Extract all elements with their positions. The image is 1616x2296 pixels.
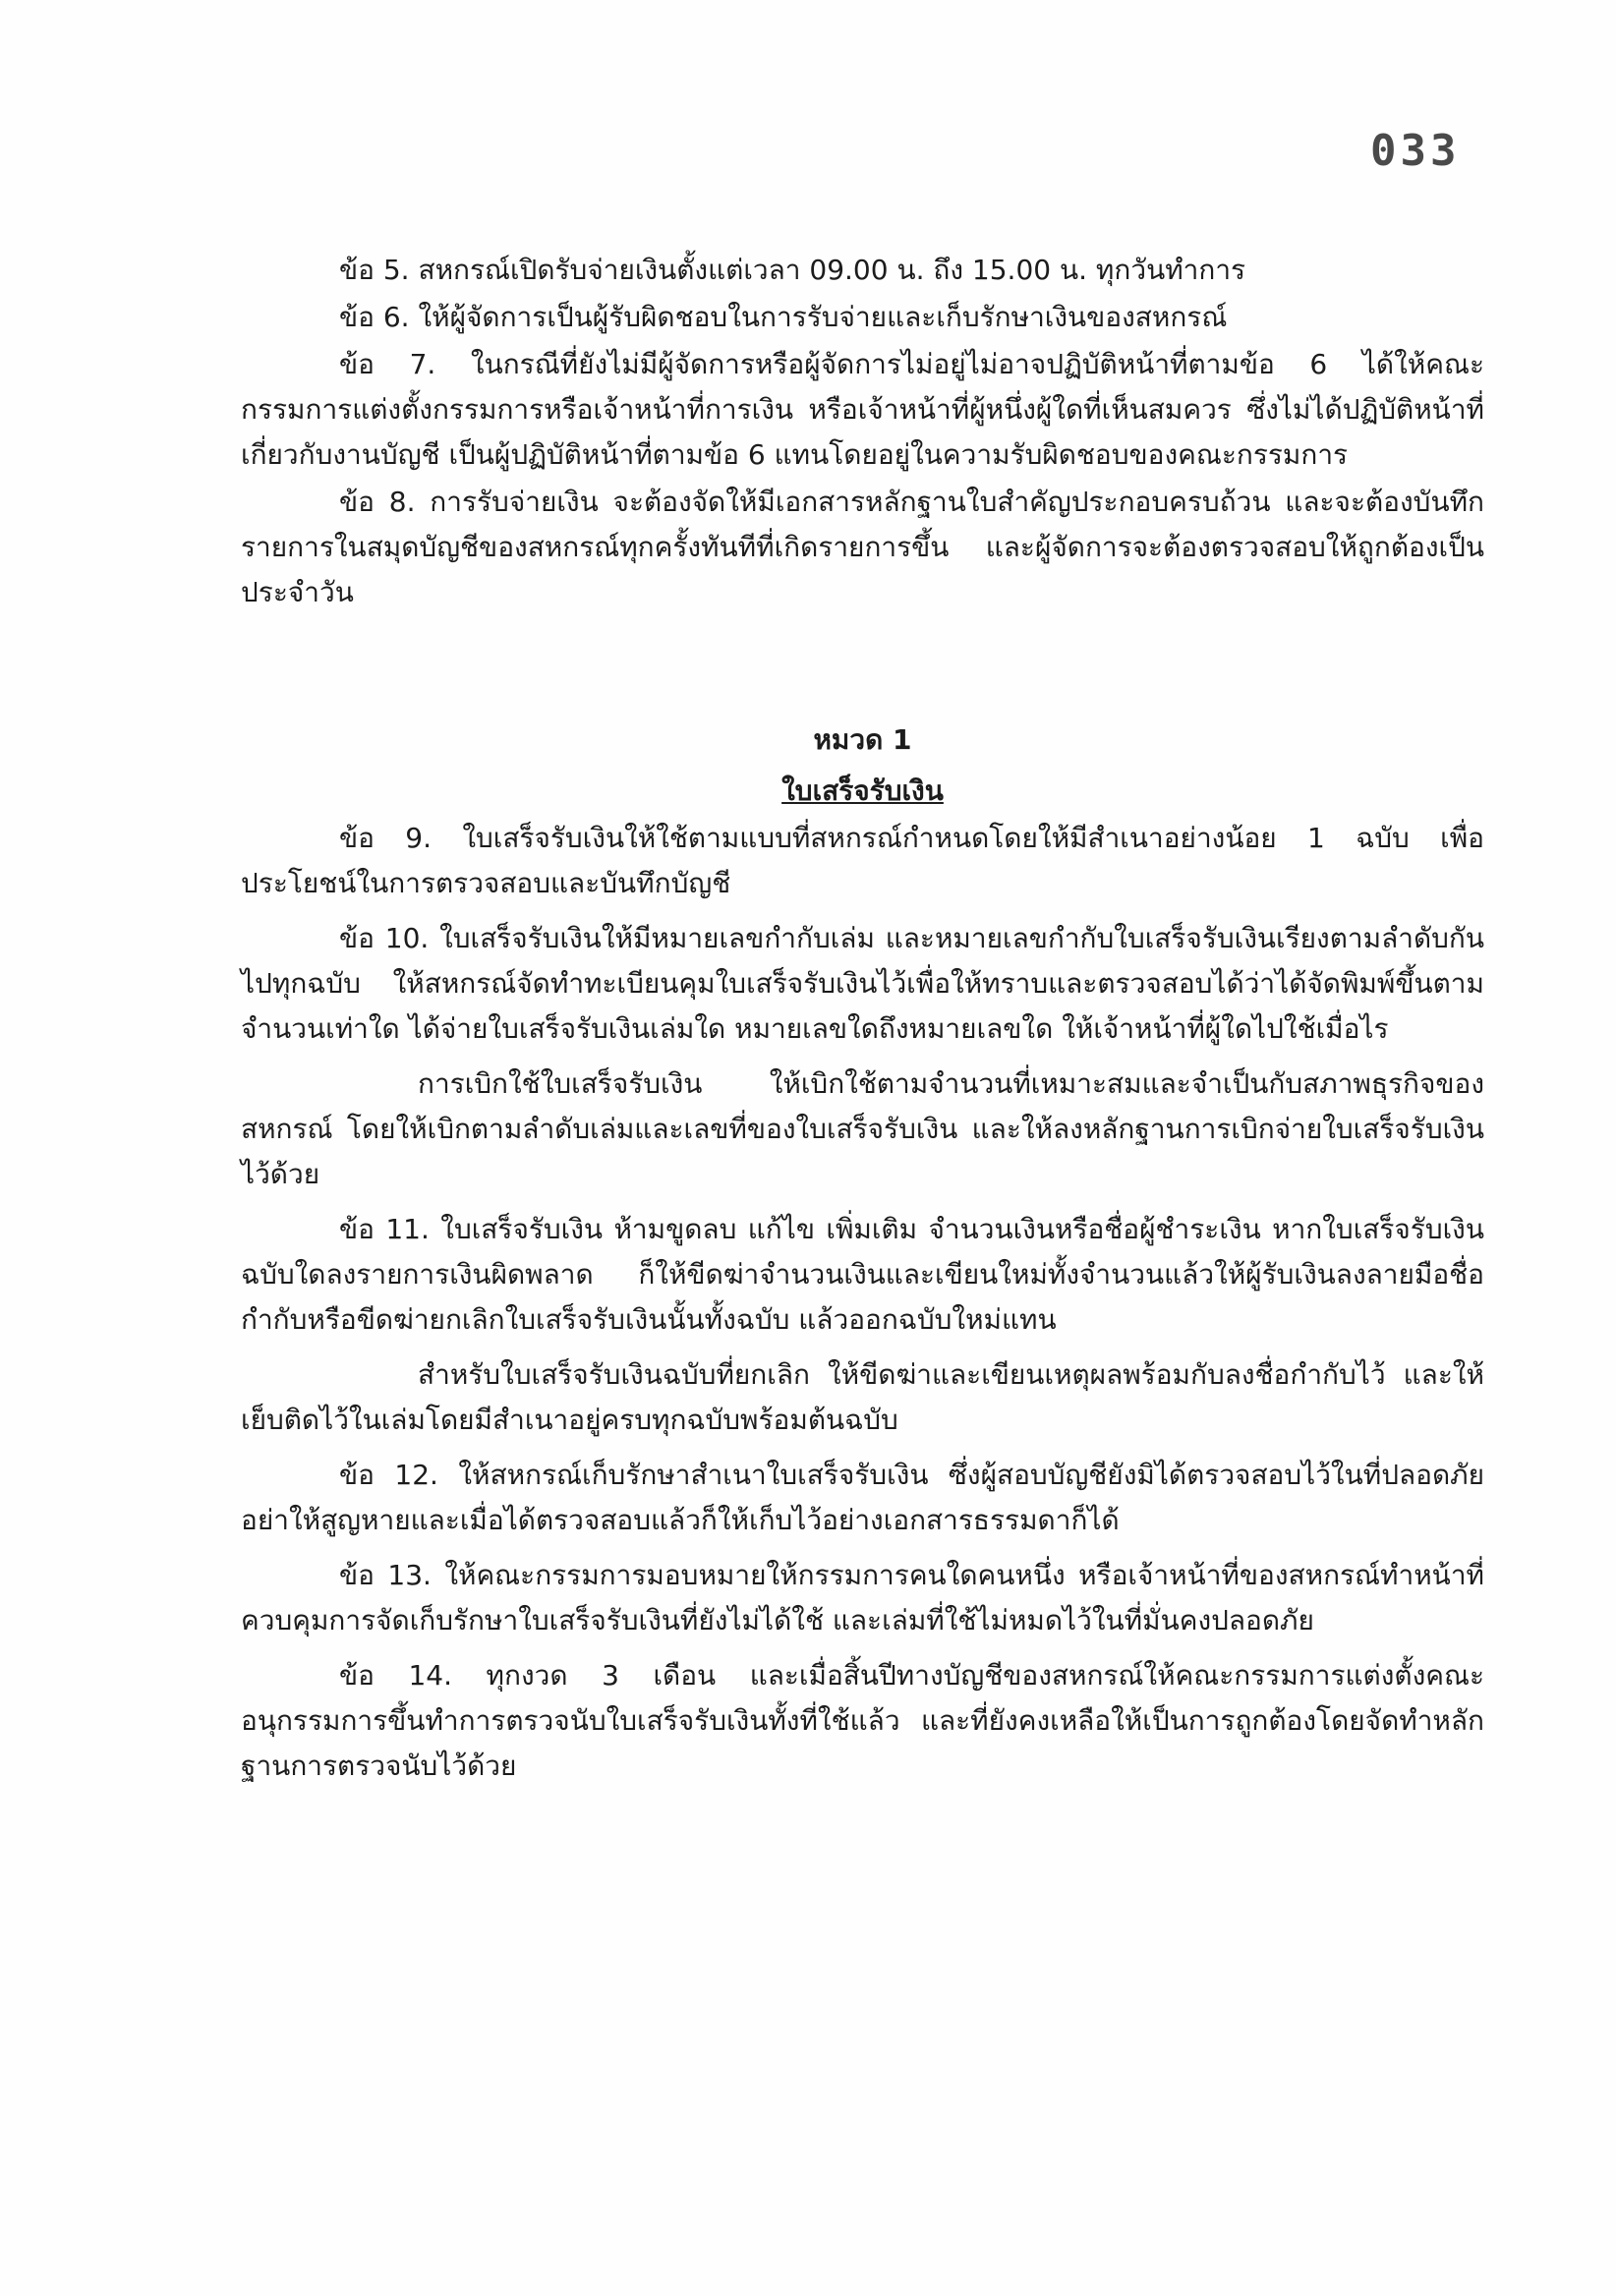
clause-11-subparagraph: สำหรับใบเสร็จรับเงินฉบับที่ยกเลิก ให้ขีดฆ่าและเขียนเหตุผลพร้อมกับลงชื่อกำกับไว้ และให้เย็บติดไว้ในเล่มโดยมีสำเนาอยู่ครบทุกฉบับพร้อมต้นฉบับ <box>241 1358 1484 1436</box>
section-title: ใบเสร็จรับเงิน <box>781 775 944 807</box>
clause-5: ข้อ 5. สหกรณ์เปิดรับจ่ายเงินตั้งแต่เวลา 09.00 น. ถึง 15.00 น. ทุกวันทำการ <box>339 254 1246 286</box>
clause-12: ข้อ 12. ให้สหกรณ์เก็บรักษาสำเนาใบเสร็จรับเงิน ซึ่งผู้สอบบัญชียังมิได้ตรวจสอบไว้ในที่ปลอดภัยอย่าให้สูญหายและเมื่อได้ตรวจสอบแล้วก็ให้เก็บไว้อย่างเอกสารธรรมดาก็ได้ <box>241 1459 1484 1536</box>
clause-9: ข้อ 9. ใบเสร็จรับเงินให้ใช้ตามแบบที่สหกรณ์กำหนดโดยให้มีสำเนาอย่างน้อย 1 ฉบับ เพื่อประโยชน์ในการตรวจสอบและบันทึกบัญชี <box>241 822 1484 899</box>
document-body <box>241 248 1484 1789</box>
clause-7: ข้อ 7. ในกรณีที่ยังไม่มีผู้จัดการหรือผู้จัดการไม่อยู่ไม่อาจปฏิบัติหน้าที่ตามข้อ 6 ได้ให้คณะกรรมการแต่งตั้งกรรมการหรือเจ้าหน้าที่การเงิน หรือเจ้าหน้าที่ผู้หนึ่งผู้ใดที่เห็นสมควร ซึ่งไม่ได้ปฏิบัติหน้าที่เกี่ยวกับงานบัญชี เป็นผู้ปฏิบัติหน้าที่ตามข้อ 6 แทนโดยอยู่ในความรับผิดชอบของคณะกรรมการ <box>241 348 1484 471</box>
clause-10: ข้อ 10. ใบเสร็จรับเงินให้มีหมายเลขกำกับเล่ม และหมายเลขกำกับใบเสร็จรับเงินเรียงตามลำดับกันไปทุกฉบับ ให้สหกรณ์จัดทำทะเบียนคุมใบเสร็จรับเงินไว้เพื่อให้ทราบและตรวจสอบได้ว่าได้จัดพิมพ์ขึ้นตามจำนวนเท่าใด ได้จ่ายใบเสร็จรับเงินเล่มใด หมายเลขใดถึงหมายเลขใด ให้เจ้าหน้าที่ผู้ใดไปใช้เมื่อไร <box>241 922 1484 1045</box>
clause-6: ข้อ 6. ให้ผู้จัดการเป็นผู้รับผิดชอบในการรับจ่ายและเก็บรักษาเงินของสหกรณ์ <box>339 301 1228 333</box>
clause-13: ข้อ 13. ให้คณะกรรมการมอบหมายให้กรรมการคนใดคนหนึ่ง หรือเจ้าหน้าที่ของสหกรณ์ทำหน้าที่ควบคุมการจัดเก็บรักษาใบเสร็จรับเงินที่ยังไม่ได้ใช้ และเล่มที่ใช้ไม่หมดไว้ในที่มั่นคงปลอดภัย <box>241 1559 1484 1636</box>
clause-8: ข้อ 8. การรับจ่ายเงิน จะต้องจัดให้มีเอกสารหลักฐานใบสำคัญประกอบครบถ้วน และจะต้องบันทึกรายการในสมุดบัญชีของสหกรณ์ทุกครั้งทันทีที่เกิดรายการขึ้น และผู้จัดการจะต้องตรวจสอบให้ถูกต้องเป็นประจำวัน <box>241 486 1484 608</box>
clause-11: ข้อ 11. ใบเสร็จรับเงิน ห้ามขูดลบ แก้ไข เพิ่มเติม จำนวนเงินหรือชื่อผู้ชำระเงิน หากใบเสร็จรับเงินฉบับใดลงรายการเงินผิดพลาด ก็ให้ขีดฆ่าจำนวนเงินและเขียนใหม่ทั้งจำนวนแล้วให้ผู้รับเงินลงลายมือชื่อกำกับหรือขีดฆ่ายกเลิกใบเสร็จรับเงินนั้นทั้งฉบับ แล้วออกฉบับใหม่แทน <box>241 1213 1484 1336</box>
clause-10-subparagraph: การเบิกใช้ใบเสร็จรับเงิน ให้เบิกใช้ตามจำนวนที่เหมาะสมและจำเป็นกับสภาพธุรกิจของสหกรณ์ โดยให้เบิกตามลำดับเล่มและเลขที่ของใบเสร็จรับเงิน และให้ลงหลักฐานการเบิกจ่ายใบเสร็จรับเงินไว้ด้วย <box>241 1067 1484 1190</box>
section-heading: หมวด 1 <box>813 723 912 756</box>
clause-14: ข้อ 14. ทุกงวด 3 เดือน และเมื่อสิ้นปีทางบัญชีของสหกรณ์ให้คณะกรรมการแต่งตั้งคณะอนุกรรมการขึ้นทำการตรวจนับใบเสร็จรับเงินทั้งที่ใช้แล้ว และที่ยังคงเหลือให้เป็นการถูกต้องโดยจัดทำหลักฐานการตรวจนับไว้ด้วย <box>241 1659 1484 1782</box>
page-number: 033 <box>1370 126 1461 176</box>
